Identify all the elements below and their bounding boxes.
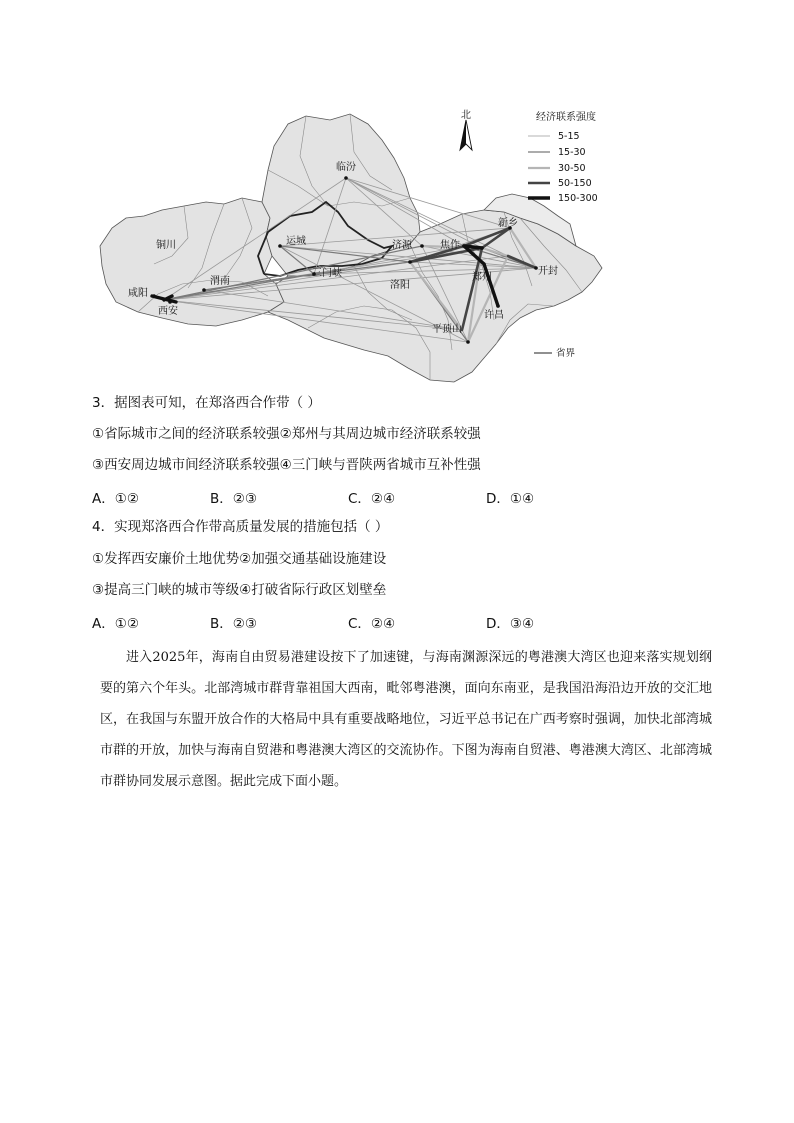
legend-label-150-300: 150-300: [558, 193, 598, 204]
jiaozuo-marker: [462, 244, 466, 248]
shaanxi-region: [100, 198, 284, 326]
legend-label-30-50: 30-50: [558, 163, 586, 174]
question-3-statements-1: ①省际城市之间的经济联系较强②郑州与其周边城市经济联系较强: [92, 426, 481, 442]
question-4-option-b[interactable]: B．②③: [210, 616, 257, 632]
city-label-jiaozuo: 焦作: [440, 240, 460, 251]
zhengluoxi-map-figure: [92, 106, 612, 386]
city-label-sanmenxia: 三门峡: [312, 268, 342, 279]
question-3-option-b[interactable]: B．②③: [210, 491, 257, 507]
legend-label-50-150: 50-150: [558, 178, 592, 189]
luoyang-marker: [408, 260, 412, 264]
question-3-option-a[interactable]: A．①②: [92, 491, 139, 507]
xian-marker: [168, 300, 172, 304]
jiyuan-marker: [420, 244, 424, 248]
city-label-jiyuan: 济源: [392, 240, 412, 251]
legend-label-15-30: 15-30: [558, 147, 586, 158]
city-label-pingdingshan: 平顶山: [432, 324, 462, 335]
question-4-option-c[interactable]: C．②④: [348, 616, 396, 632]
zhengzhou-marker: [480, 246, 484, 250]
legend-label-boundary: 省界: [556, 348, 576, 359]
city-label-kaifeng: 开封: [538, 266, 558, 277]
question-4-statements-1: ①发挥西安廉价土地优势②加强交通基础设施建设: [92, 551, 387, 567]
reading-passage: 进入2025年，海南自由贸易港建设按下了加速键，与海南渊源深远的粤港澳大湾区也迎来落实规划纲要的第六个年头。北部湾城市群背靠祖国大西南，毗邻粤港澳，面向东南亚，是我国沿海沿边开放的交汇地区，在我国与东盟开放合作的大格局中具有重要战略地位，习近平总书记在广西考察时强调，加快北部湾城市群的开放，加快与海南自贸港和粤港澳大湾区的交流协作。下图为海南自贸港、粤港澳大湾区、北部湾城市群协同发展示意图。据此完成下面小题。: [100, 650, 712, 789]
question-4-options: [92, 612, 652, 630]
question-3-option-c[interactable]: C．②④: [348, 491, 396, 507]
linfen-marker: [344, 176, 348, 180]
city-label-xinxiang: 新乡: [498, 218, 518, 229]
city-label-zhengzhou: 郑州: [472, 272, 492, 283]
north-label: 北: [461, 110, 471, 121]
north-arrow-icon: [460, 109, 472, 150]
question-3-statements-2: ③西安周边城市间经济联系较强④三门峡与晋陕两省城市互补性强: [92, 457, 481, 473]
question-4-stem: 4．实现郑洛西合作带高质量发展的措施包括（ ）: [92, 519, 389, 535]
question-4-option-d[interactable]: D．③④: [486, 616, 535, 632]
city-label-xuchang: 许昌: [484, 310, 504, 321]
city-label-xianyang: 咸阳: [128, 288, 148, 299]
weinan-marker: [202, 288, 206, 292]
legend-title: 经济联系强度: [536, 112, 596, 123]
question-4-statements-2: ③提高三门峡的城市等级④打破省际行政区划壁垒: [92, 582, 387, 598]
city-label-xian: 西安: [158, 306, 178, 317]
xuchang-marker: [496, 304, 500, 308]
question-3-options: [92, 487, 652, 505]
legend-label-5-15: 5-15: [558, 131, 580, 142]
city-label-linfen: 临汾: [336, 162, 356, 173]
question-4-option-a[interactable]: A．①②: [92, 616, 139, 632]
question-3-option-d[interactable]: D．①④: [486, 491, 535, 507]
city-label-luoyang: 洛阳: [390, 280, 410, 291]
pingdingshan-marker: [466, 340, 470, 344]
question-3-stem: 3．据图表可知，在郑洛西合作带（ ）: [92, 395, 321, 411]
xianyang-marker: [152, 294, 156, 298]
yuncheng-marker: [278, 244, 282, 248]
city-label-tongchuan: 铜川: [156, 240, 176, 251]
city-label-yuncheng: 运城: [286, 236, 306, 247]
city-label-weinan: 渭南: [210, 276, 230, 287]
economic-linkage-map: [92, 106, 612, 386]
